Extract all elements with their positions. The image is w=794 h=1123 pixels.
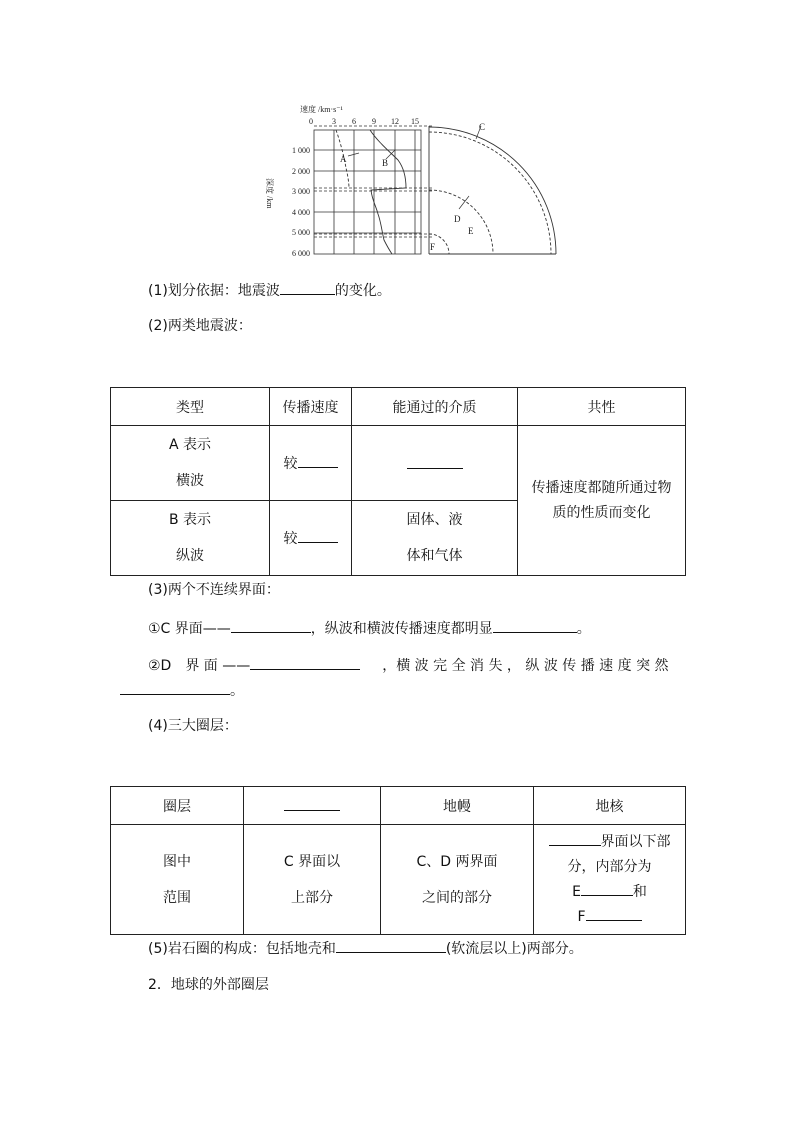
core-range-line3: [534, 880, 685, 905]
speed-tick-label: 3: [332, 117, 336, 126]
depth-axis-label: 深度 /km: [265, 178, 274, 209]
crust-header-cell: [244, 787, 381, 825]
seismic-wave-table: [110, 387, 686, 576]
core-e-prefix: E: [572, 883, 581, 900]
d-interface-blank-1[interactable]: [250, 655, 360, 670]
crust-range-cell: [244, 825, 381, 935]
table-header: 地核: [534, 787, 686, 825]
core-f-prefix: F: [577, 908, 586, 925]
q1-prefix: (1)划分依据：地震波: [148, 283, 280, 299]
q5-answer-blank[interactable]: [336, 938, 446, 953]
speed-tick-label: 6: [352, 117, 356, 126]
depth-tick-labels: [292, 146, 310, 258]
depth-tick-label: 2 000: [292, 167, 310, 176]
range-label-cell: [111, 825, 244, 935]
section-2-title: 2．地球的外部圈层: [148, 977, 269, 993]
layer-label-c: C: [479, 122, 486, 132]
depth-tick-label: 3 000: [292, 187, 310, 196]
table-header: 地幔: [381, 787, 534, 825]
common-property-cell: [518, 426, 686, 576]
core-range-line1-text: 界面以下部: [600, 833, 671, 850]
q1-answer-blank[interactable]: [280, 280, 335, 295]
wave-speed-b-prefix: 较: [283, 531, 298, 547]
table-header: 类型: [111, 388, 270, 426]
range-label-line2: 范围: [163, 889, 191, 906]
wave-type-b-cell: [111, 501, 270, 576]
speed-tick-label: 15: [411, 117, 419, 126]
d-interface-line: [148, 655, 669, 676]
speed-tick-labels: [309, 117, 419, 126]
table-header: 圈层: [111, 787, 244, 825]
layer-label-f: F: [430, 242, 436, 252]
core-e-suffix: 和: [632, 883, 647, 900]
question-3-title: (3)两个不连续界面：: [148, 582, 280, 598]
earth-quarter-section: [429, 126, 556, 254]
core-interface-blank[interactable]: [549, 831, 601, 846]
depth-tick-label: 6 000: [292, 249, 310, 258]
c-interface-blank-2[interactable]: [493, 618, 577, 633]
layer-label-d: D: [454, 214, 461, 224]
d-interface-middle: ，横 波 完 全 消 失 ， 纵 波 传 播 速 度 突 然: [382, 658, 669, 674]
c-interface-line: [148, 618, 591, 639]
mantle-range-cell: [381, 825, 534, 935]
c-interface-prefix: ①C 界面——: [148, 621, 231, 637]
layer-label-e: E: [468, 226, 474, 236]
wave-type-a-cell: [111, 426, 270, 501]
core-e-blank[interactable]: [581, 881, 633, 896]
mantle-range-line1: C、D 两界面: [416, 853, 498, 870]
c-interface-blank-1[interactable]: [231, 618, 311, 633]
earth-layers-table: [110, 786, 686, 935]
wave-medium-a-cell: [352, 426, 518, 501]
speed-tick-label: 0: [309, 117, 313, 126]
wave-medium-b-cell: [352, 501, 518, 576]
crust-range-line1: C 界面以: [283, 853, 341, 870]
q1-suffix: 的变化。: [334, 283, 391, 299]
q5-suffix: (软流层以上)两部分。: [445, 941, 583, 957]
common-property-line1: 传播速度都随所通过物: [531, 479, 672, 496]
seismic-wave-figure: [258, 96, 568, 262]
depth-tick-label: 4 000: [292, 208, 310, 217]
core-range-cell: [534, 825, 686, 935]
depth-tick-label: 1 000: [292, 146, 310, 155]
crust-range-line2: 上部分: [291, 889, 333, 906]
table-header: 传播速度: [270, 388, 352, 426]
d-interface-blank-2[interactable]: [120, 680, 230, 695]
wave-speed-a-cell: [270, 426, 352, 501]
core-range-line2: 分，内部分为: [567, 858, 652, 875]
speed-tick-label: 12: [391, 117, 399, 126]
wave-medium-b-line2: 体和气体: [406, 548, 463, 564]
table-header: 共性: [518, 388, 686, 426]
q5-prefix: (5)岩石圈的构成：包括地壳和: [148, 941, 336, 957]
speed-depth-grid: [314, 130, 421, 254]
wave-type-b-line1: B 表示: [168, 512, 212, 528]
curve-label-b: B: [382, 158, 389, 168]
mantle-range-line2: 之间的部分: [422, 889, 492, 906]
question-4-title: (4)三大圈层：: [148, 718, 238, 734]
longitudinal-wave-curve: [370, 130, 406, 254]
speed-axis-label: 速度 /km·s⁻¹: [300, 105, 343, 114]
wave-type-a-line2: 横波: [176, 473, 204, 489]
d-interface-line-cont: [120, 680, 244, 701]
wave-type-a-line1: A 表示: [168, 437, 212, 453]
question-2-title: (2)两类地震波：: [148, 318, 252, 334]
question-1: [148, 280, 391, 301]
core-f-blank[interactable]: [586, 906, 642, 921]
range-label-line1: 图中: [163, 853, 191, 870]
wave-speed-b-blank[interactable]: [298, 528, 338, 543]
wave-medium-b-line1: 固体、液: [406, 512, 463, 528]
question-5: [148, 938, 583, 959]
common-property-line2: 质的性质而变化: [552, 504, 651, 521]
d-interface-prefix: ②D 界 面 ——: [148, 658, 251, 674]
wave-type-b-line2: 纵波: [176, 548, 204, 564]
wave-speed-b-cell: [270, 501, 352, 576]
core-range-line1: [534, 830, 685, 855]
c-interface-end: 。: [576, 621, 591, 637]
wave-medium-a-blank[interactable]: [407, 454, 463, 469]
d-interface-end: 。: [230, 683, 244, 699]
c-interface-middle: ，纵波和横波传播速度都明显: [310, 621, 493, 637]
curve-label-a: A: [340, 154, 347, 164]
core-range-line4: [534, 905, 685, 930]
wave-speed-a-blank[interactable]: [298, 453, 338, 468]
wave-speed-a-prefix: 较: [283, 456, 298, 472]
speed-tick-label: 9: [372, 117, 376, 126]
depth-tick-label: 5 000: [292, 228, 310, 237]
table-header: 能通过的介质: [352, 388, 518, 426]
crust-header-blank[interactable]: [284, 796, 340, 811]
